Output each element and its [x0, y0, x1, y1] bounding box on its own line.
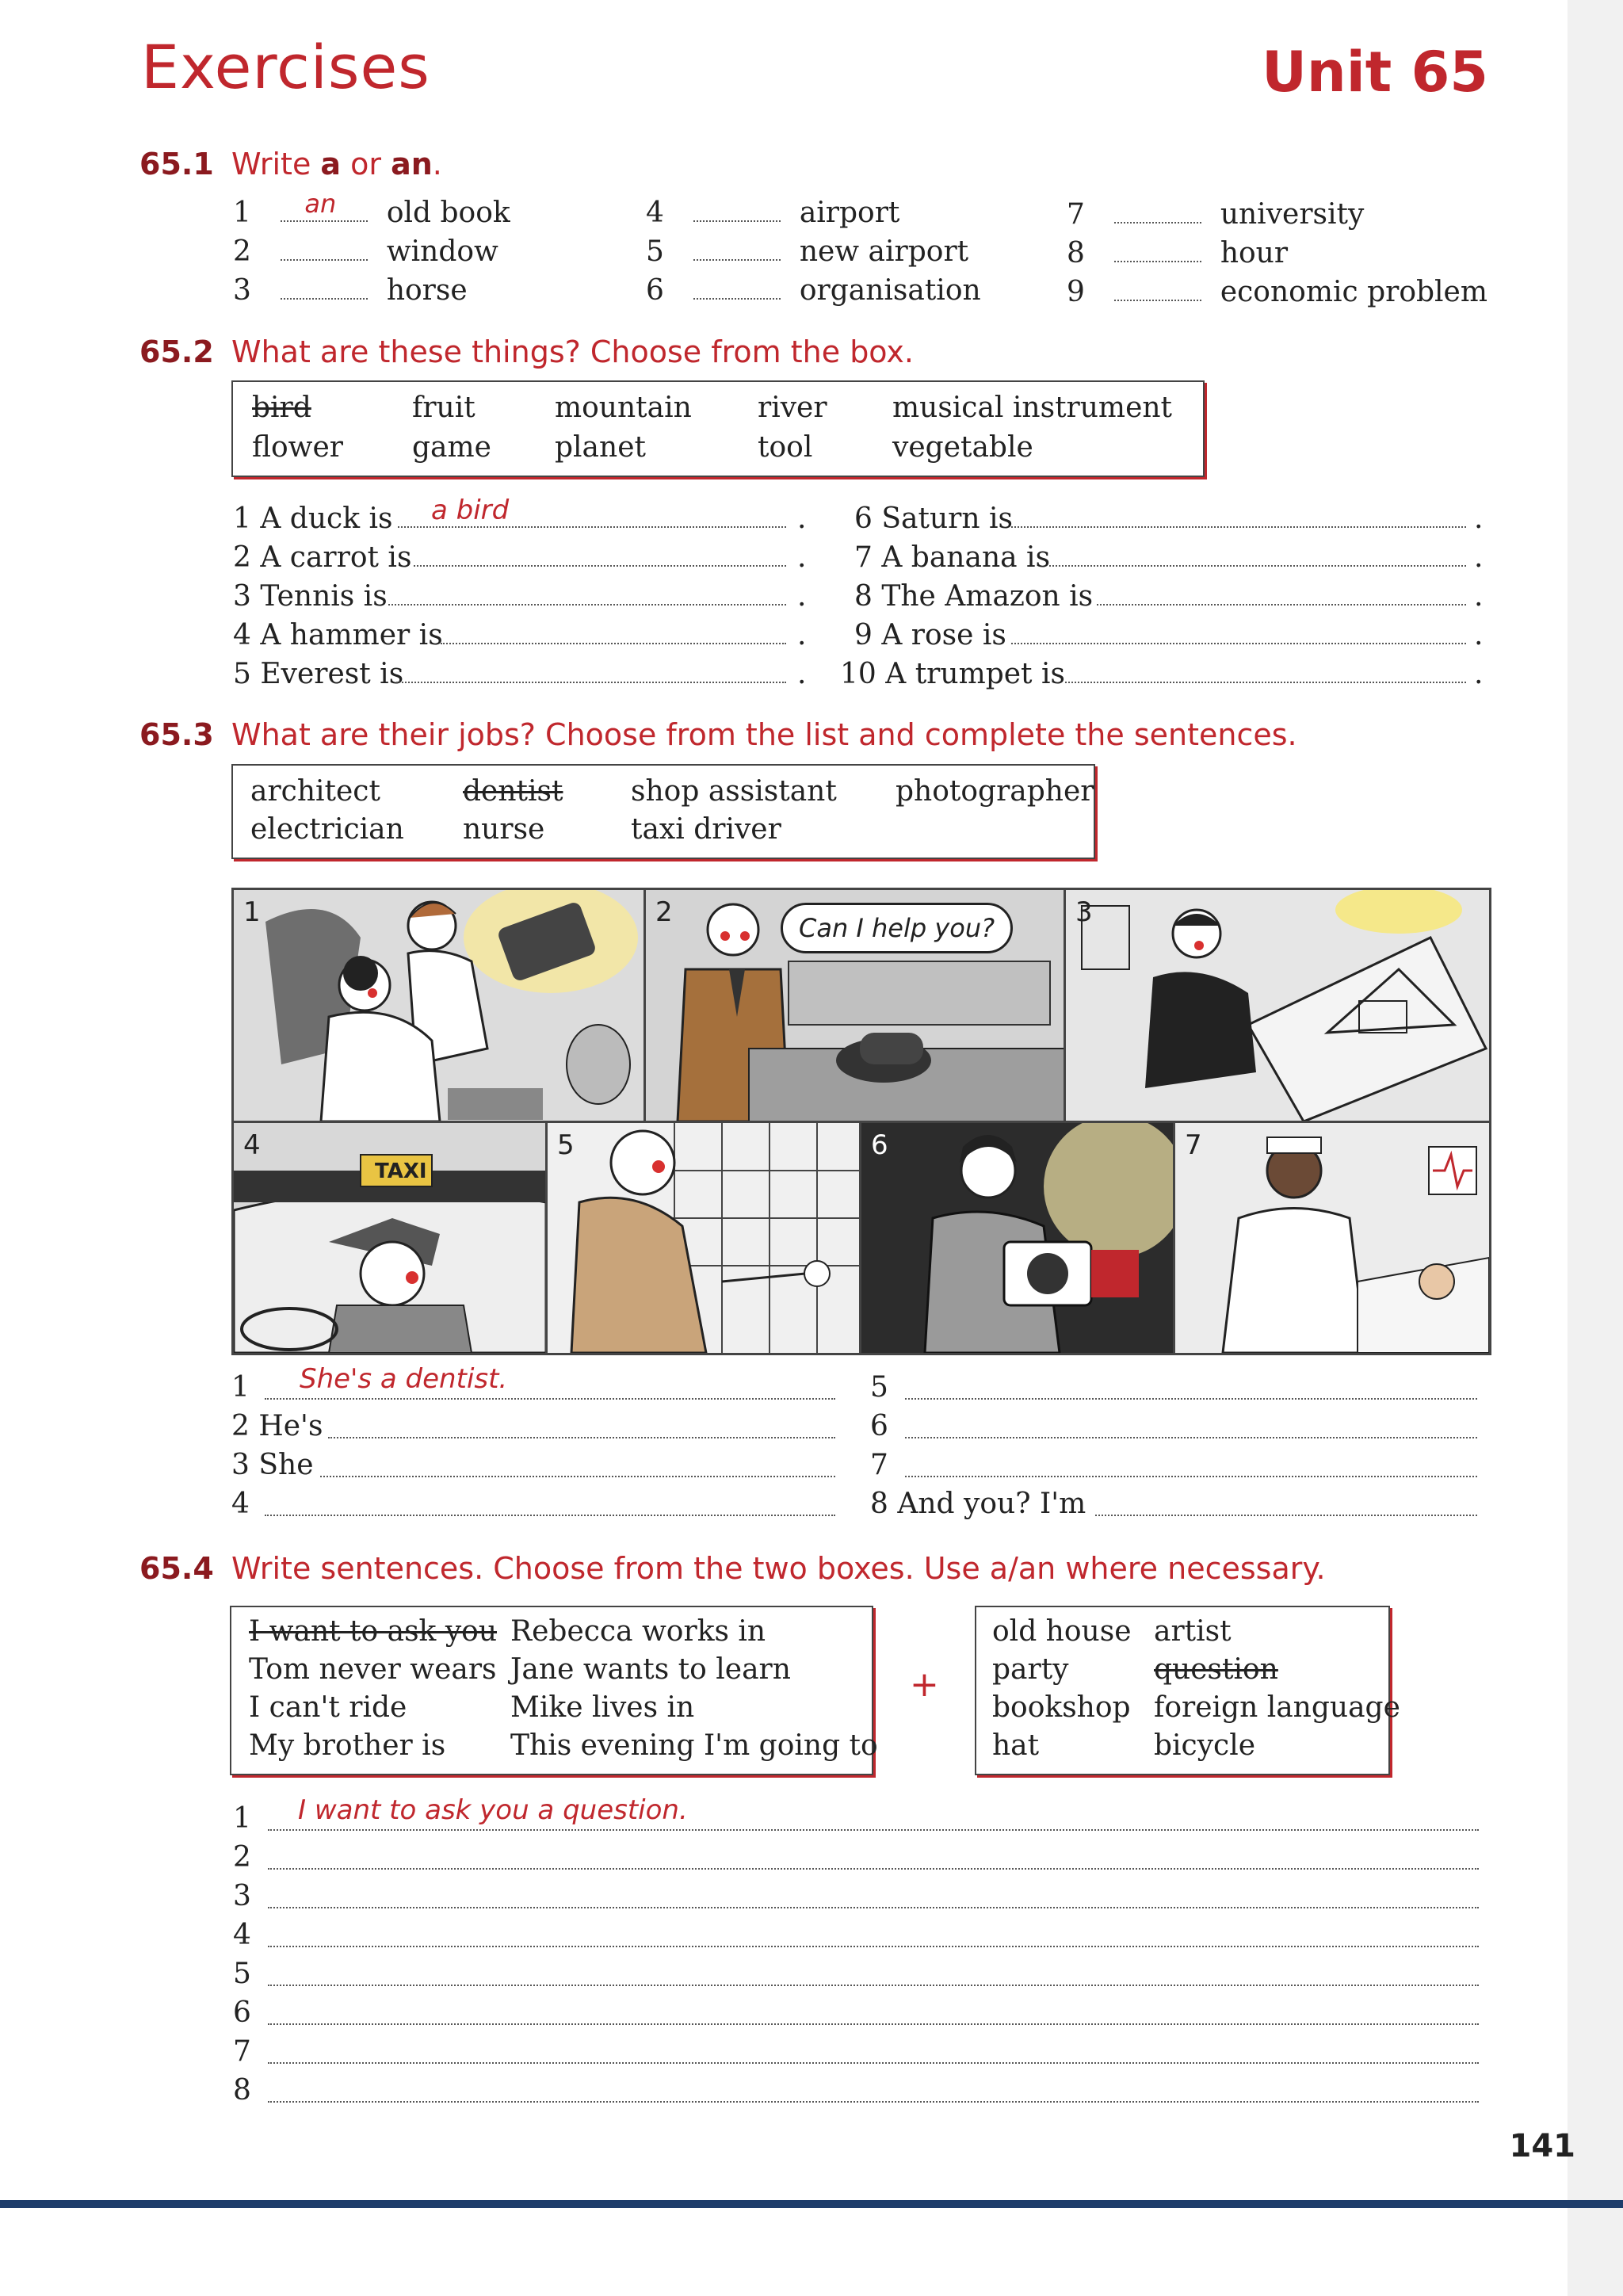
panel-dentist	[231, 888, 647, 1124]
list-item	[646, 235, 968, 268]
list-item	[233, 274, 468, 307]
box-word: old house	[992, 1615, 1132, 1648]
answer-blank[interactable]	[281, 235, 368, 261]
page-edge-shade	[1568, 0, 1623, 2296]
panel-number: 7	[1185, 1129, 1202, 1161]
item-text: airport	[799, 197, 900, 229]
footer-bar	[0, 2200, 1623, 2208]
list-item: 8 And you? I'm	[870, 1488, 1086, 1520]
word-box	[975, 1606, 1400, 1775]
box-phrase: My brother is	[249, 1729, 446, 1762]
list-item	[646, 197, 899, 229]
answer-line[interactable]	[905, 1398, 1477, 1400]
answer-line[interactable]	[268, 1946, 1479, 1947]
exercise-number: 65.3	[139, 717, 214, 752]
box-word: artist	[1154, 1615, 1232, 1648]
item-text: university	[1220, 198, 1365, 231]
box-phrase: This evening I'm going to	[510, 1729, 878, 1762]
item-number: 8	[1067, 237, 1085, 269]
full-stop: .	[797, 619, 807, 651]
answer-line[interactable]	[320, 1476, 835, 1477]
list-item	[233, 235, 498, 268]
architect-drawing	[1066, 890, 1489, 1121]
answer-blank[interactable]	[281, 189, 368, 222]
handwritten-answer: She's a dentist.	[300, 1363, 508, 1395]
plus-sign: +	[910, 1664, 939, 1705]
box-word: bicycle	[1154, 1729, 1256, 1762]
box-word: vegetable	[892, 431, 1033, 464]
handwritten-answer: a bird	[431, 495, 510, 526]
exercise-number: 65.4	[139, 1551, 214, 1586]
word-box	[231, 380, 1205, 477]
exercise-instruction: What are these things? Choose from the box.	[231, 334, 914, 369]
answer-line[interactable]	[268, 2023, 1479, 2025]
box-word: foreign language	[1154, 1691, 1400, 1724]
nurse-drawing	[1175, 1123, 1489, 1353]
box-phrase: I can't ride	[249, 1691, 407, 1724]
item-number: 7	[1067, 198, 1085, 231]
list-item: 9 A rose is	[854, 619, 1006, 651]
taxi-driver-drawing	[234, 1123, 546, 1353]
item-number: 2	[233, 235, 251, 268]
box-word: question	[1154, 1653, 1278, 1686]
box-word: party	[992, 1653, 1069, 1686]
box-word: architect	[250, 775, 380, 808]
full-stop: .	[1474, 619, 1484, 651]
box-word: game	[412, 431, 491, 464]
list-item: 1	[231, 1371, 250, 1404]
list-item: 8 The Amazon is	[854, 580, 1094, 613]
box-word: shop assistant	[631, 775, 837, 808]
answer-blank[interactable]	[1114, 237, 1201, 262]
item-number: 4	[646, 197, 664, 229]
answer-line[interactable]	[396, 682, 786, 683]
list-item: 2 A carrot is	[233, 541, 412, 574]
item-text: economic problem	[1220, 276, 1487, 308]
answer-line[interactable]	[1097, 604, 1466, 606]
exercise-number: 65.2	[139, 334, 214, 369]
taxi-sign: TAXI	[375, 1159, 427, 1183]
answer-line[interactable]	[1065, 682, 1466, 683]
dentist-drawing	[234, 890, 644, 1121]
panel-electrician	[545, 1121, 862, 1355]
line-number: 8	[233, 2074, 251, 2107]
panel-number: 1	[243, 896, 261, 928]
list-item: 4 A hammer is	[233, 619, 443, 651]
item-text: new airport	[799, 235, 969, 268]
panel-number: 5	[557, 1129, 575, 1161]
panel-architect	[1064, 888, 1491, 1124]
line-number: 5	[233, 1958, 251, 1990]
answer-line[interactable]	[1049, 565, 1466, 567]
list-item: 5 Everest is	[233, 658, 404, 690]
answer-line[interactable]	[1011, 643, 1466, 644]
box-phrase: Mike lives in	[510, 1691, 695, 1724]
sentence-box	[230, 1606, 878, 1775]
answer-line[interactable]	[414, 565, 786, 567]
box-word: flower	[252, 431, 344, 464]
answer-line[interactable]	[1011, 526, 1466, 528]
box-word: mountain	[555, 392, 692, 424]
list-item: 3 She	[231, 1449, 314, 1481]
answer-blank[interactable]	[281, 274, 368, 300]
line-number: 4	[233, 1919, 251, 1951]
box-word: river	[758, 392, 827, 424]
list-item	[1067, 198, 1364, 231]
answer-line[interactable]	[268, 1868, 1479, 1870]
speech-bubble: Can I help you?	[781, 903, 1013, 953]
panel-photographer	[859, 1121, 1176, 1355]
panel-number: 6	[871, 1129, 888, 1161]
answer-line[interactable]	[265, 1398, 835, 1400]
line-number: 2	[233, 1841, 251, 1874]
full-stop: .	[1474, 580, 1484, 613]
full-stop: .	[797, 658, 807, 690]
answer-line[interactable]	[268, 2062, 1479, 2064]
box-phrase: I want to ask you	[249, 1615, 498, 1648]
unit-title: Unit 65	[1262, 40, 1488, 105]
full-stop: .	[797, 541, 807, 574]
answer-blank[interactable]	[1114, 198, 1201, 223]
list-item: 4	[231, 1488, 250, 1520]
box-word: nurse	[463, 813, 545, 846]
page-number: 141	[1509, 2128, 1575, 2164]
item-number: 6	[646, 274, 664, 307]
list-item: 5	[870, 1371, 888, 1404]
list-item: 6 Saturn is	[854, 502, 1013, 535]
answer-line[interactable]	[328, 1437, 835, 1438]
answer-blank[interactable]	[693, 197, 781, 222]
panel-number: 2	[655, 896, 673, 928]
list-item: 3 Tennis is	[233, 580, 388, 613]
list-item: 6	[870, 1410, 888, 1442]
answer-line[interactable]	[268, 1829, 1479, 1831]
full-stop: .	[1474, 658, 1484, 690]
box-word: bird	[252, 392, 311, 424]
handwritten-answer: I want to ask you a question.	[298, 1794, 688, 1826]
exercise-instruction: Write a or an.	[231, 147, 442, 181]
box-word: bookshop	[992, 1691, 1131, 1724]
panel-number: 3	[1075, 896, 1093, 928]
list-item	[646, 274, 981, 307]
page-title: Exercises	[141, 32, 430, 102]
panel-nurse	[1173, 1121, 1491, 1355]
answer-line[interactable]	[1095, 1515, 1477, 1516]
list-item: 10 A trumpet is	[840, 658, 1065, 690]
line-number: 1	[233, 1802, 251, 1835]
exercise-number: 65.1	[139, 147, 214, 181]
panel-shop-assistant	[643, 888, 1067, 1124]
list-item	[233, 189, 510, 229]
item-text: organisation	[799, 274, 981, 307]
electrician-drawing	[548, 1123, 860, 1353]
item-number: 1	[233, 197, 251, 229]
list-item	[1067, 276, 1487, 308]
item-number: 3	[233, 274, 251, 307]
answer-line[interactable]	[268, 2101, 1479, 2103]
full-stop: .	[1474, 502, 1484, 535]
box-word: tool	[758, 431, 813, 464]
box-word: electrician	[250, 813, 404, 846]
answer-line[interactable]	[905, 1476, 1477, 1477]
handwritten-answer: an	[304, 189, 337, 219]
full-stop: .	[1474, 541, 1484, 574]
list-item: 2 He's	[231, 1410, 323, 1442]
box-phrase: Rebecca works in	[510, 1615, 766, 1648]
answer-line[interactable]	[398, 526, 786, 528]
photographer-drawing	[861, 1123, 1174, 1353]
answer-line[interactable]	[268, 1907, 1479, 1908]
box-phrase: Tom never wears	[249, 1653, 497, 1686]
list-item: 7	[870, 1449, 888, 1481]
word-box	[231, 764, 1095, 859]
full-stop: .	[797, 502, 807, 535]
full-stop: .	[797, 580, 807, 613]
item-number: 9	[1067, 276, 1085, 308]
answer-line[interactable]	[268, 1985, 1479, 1986]
box-word: fruit	[412, 392, 475, 424]
line-number: 6	[233, 1996, 251, 2029]
box-word: planet	[555, 431, 646, 464]
box-word: hat	[992, 1729, 1040, 1762]
box-word: photographer	[896, 775, 1094, 808]
box-phrase: Jane wants to learn	[510, 1653, 791, 1686]
exercise-instruction: What are their jobs? Choose from the list and complete the sentences.	[231, 717, 1297, 752]
line-number: 7	[233, 2035, 251, 2068]
answer-line[interactable]	[441, 643, 786, 644]
panel-number: 4	[243, 1129, 261, 1161]
exercise-instruction: Write sentences. Choose from the two boxes. Use a/an where necessary.	[231, 1551, 1326, 1586]
answer-line[interactable]	[388, 604, 786, 606]
box-word: taxi driver	[631, 813, 781, 846]
item-text: horse	[386, 274, 468, 307]
box-word: musical instrument	[892, 392, 1173, 424]
answer-line[interactable]	[905, 1437, 1477, 1438]
answer-blank[interactable]	[693, 274, 781, 300]
item-text: window	[386, 235, 498, 268]
answer-blank[interactable]	[693, 235, 781, 261]
list-item	[1067, 237, 1288, 269]
answer-line[interactable]	[265, 1515, 835, 1516]
item-text: old book	[386, 197, 510, 229]
panel-taxi-driver	[231, 1121, 548, 1355]
answer-blank[interactable]	[1114, 276, 1201, 301]
line-number: 3	[233, 1880, 251, 1912]
item-number: 5	[646, 235, 664, 268]
list-item: 1 A duck is a bird	[233, 495, 510, 535]
list-item: 7 A banana is	[854, 541, 1051, 574]
box-word: dentist	[463, 775, 563, 808]
item-text: hour	[1220, 237, 1289, 269]
